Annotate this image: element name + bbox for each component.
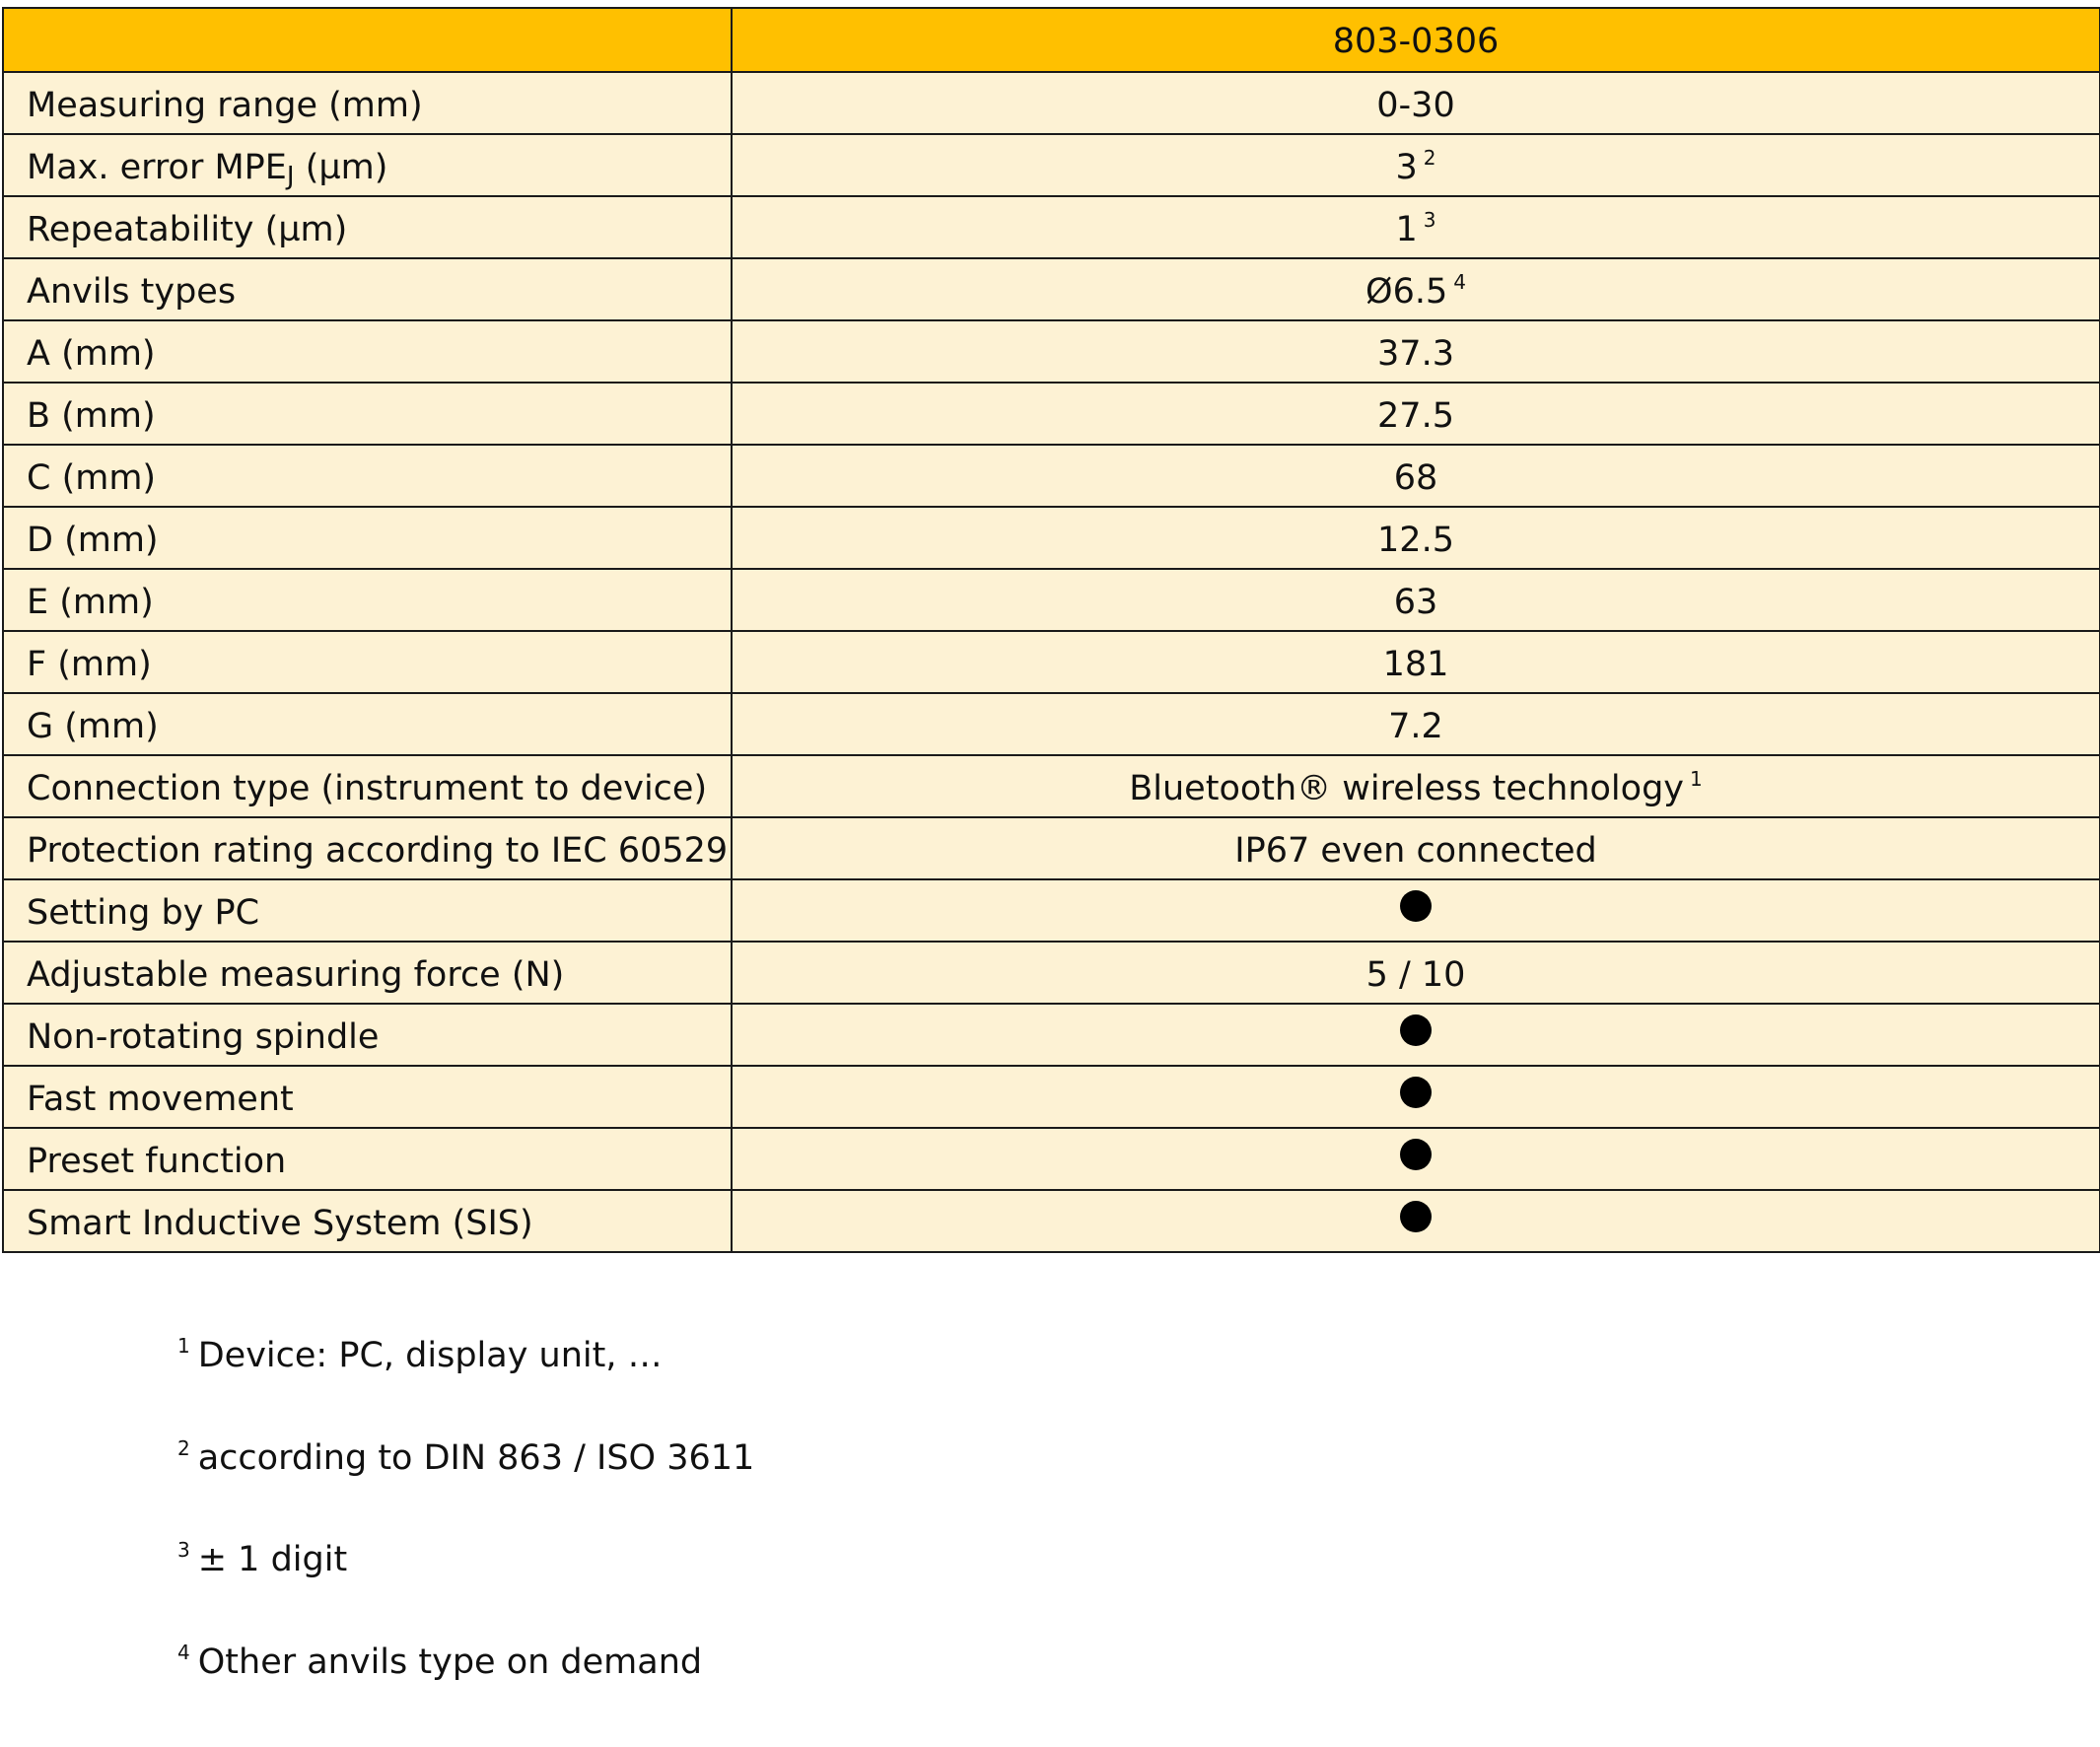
row-value: 181 bbox=[732, 631, 2100, 693]
table-row bbox=[3, 1128, 2100, 1190]
footnote-number: 1 bbox=[177, 1334, 190, 1358]
row-value bbox=[732, 879, 2100, 942]
table-row bbox=[3, 693, 2100, 755]
filled-circle-icon bbox=[1400, 1014, 1432, 1046]
spec-table bbox=[2, 7, 2100, 1253]
table-row bbox=[3, 507, 2100, 569]
footnote bbox=[177, 1543, 754, 1645]
row-value: 5 / 10 bbox=[732, 942, 2100, 1004]
row-label bbox=[3, 134, 732, 196]
table-row bbox=[3, 320, 2100, 383]
footnote bbox=[177, 1339, 754, 1441]
footnote-ref: 4 bbox=[1453, 270, 1466, 294]
row-label: Setting by PC bbox=[3, 879, 732, 942]
value-text: 1 bbox=[1395, 210, 1417, 249]
table-row bbox=[3, 383, 2100, 445]
table-row bbox=[3, 196, 2100, 258]
filled-circle-icon bbox=[1400, 1077, 1432, 1108]
table-row bbox=[3, 942, 2100, 1004]
row-value: IP67 even connected bbox=[732, 817, 2100, 879]
footnote-ref: 3 bbox=[1424, 208, 1436, 232]
row-value bbox=[732, 1128, 2100, 1190]
footnote-ref: 1 bbox=[1690, 767, 1703, 791]
row-value: 37.3 bbox=[732, 320, 2100, 383]
row-value: 0-30 bbox=[732, 72, 2100, 134]
table-row bbox=[3, 755, 2100, 817]
row-label: Measuring range (mm) bbox=[3, 72, 732, 134]
row-label: Adjustable measuring force (N) bbox=[3, 942, 732, 1004]
row-label: C (mm) bbox=[3, 445, 732, 507]
footnote-text: ± 1 digit bbox=[198, 1540, 347, 1579]
row-label: F (mm) bbox=[3, 631, 732, 693]
table-row bbox=[3, 134, 2100, 196]
row-value: 27.5 bbox=[732, 383, 2100, 445]
row-label: Anvils types bbox=[3, 258, 732, 320]
row-label: A (mm) bbox=[3, 320, 732, 383]
row-label: E (mm) bbox=[3, 569, 732, 631]
row-value: 63 bbox=[732, 569, 2100, 631]
footnote bbox=[177, 1441, 754, 1544]
footnote-ref: 2 bbox=[1424, 146, 1436, 170]
row-label: Fast movement bbox=[3, 1066, 732, 1128]
filled-circle-icon bbox=[1400, 890, 1432, 922]
row-label: Repeatability (µm) bbox=[3, 196, 732, 258]
header-label-cell bbox=[3, 8, 732, 72]
table-row bbox=[3, 72, 2100, 134]
footnote-text: Device: PC, display unit, … bbox=[198, 1336, 663, 1375]
row-label: Connection type (instrument to device) bbox=[3, 755, 732, 817]
footnote-text: according to DIN 863 / ISO 3611 bbox=[198, 1438, 755, 1478]
label-subscript: J bbox=[287, 162, 295, 191]
footnote-number: 4 bbox=[177, 1641, 190, 1664]
row-label: B (mm) bbox=[3, 383, 732, 445]
value-text: 3 bbox=[1395, 148, 1417, 187]
row-value bbox=[732, 1004, 2100, 1066]
row-label: Non-rotating spindle bbox=[3, 1004, 732, 1066]
table-header-row bbox=[3, 8, 2100, 72]
row-label: Preset function bbox=[3, 1128, 732, 1190]
filled-circle-icon bbox=[1400, 1139, 1432, 1170]
filled-circle-icon bbox=[1400, 1201, 1432, 1232]
row-label: D (mm) bbox=[3, 507, 732, 569]
table-row bbox=[3, 569, 2100, 631]
footnote-number: 2 bbox=[177, 1436, 190, 1460]
row-label: Protection rating according to IEC 60529 bbox=[3, 817, 732, 879]
table-row bbox=[3, 1066, 2100, 1128]
row-value bbox=[732, 755, 2100, 817]
row-value: 12.5 bbox=[732, 507, 2100, 569]
footnotes bbox=[177, 1339, 754, 1747]
label-text: Max. error MPE bbox=[27, 148, 287, 187]
footnote-number: 3 bbox=[177, 1538, 190, 1562]
footnote bbox=[177, 1645, 754, 1747]
row-value bbox=[732, 196, 2100, 258]
label-unit: (µm) bbox=[295, 148, 388, 187]
row-value bbox=[732, 1066, 2100, 1128]
row-value bbox=[732, 134, 2100, 196]
table-row bbox=[3, 879, 2100, 942]
value-text: Ø6.5 bbox=[1365, 272, 1447, 312]
row-value: 7.2 bbox=[732, 693, 2100, 755]
row-label: Smart Inductive System (SIS) bbox=[3, 1190, 732, 1252]
row-label: G (mm) bbox=[3, 693, 732, 755]
row-value bbox=[732, 258, 2100, 320]
model-number: 803-0306 bbox=[732, 8, 2100, 72]
table-row bbox=[3, 258, 2100, 320]
table-row bbox=[3, 445, 2100, 507]
footnote-text: Other anvils type on demand bbox=[198, 1642, 702, 1682]
value-text: Bluetooth® wireless technology bbox=[1129, 769, 1684, 808]
table-row bbox=[3, 1004, 2100, 1066]
row-value bbox=[732, 1190, 2100, 1252]
row-value: 68 bbox=[732, 445, 2100, 507]
table-row bbox=[3, 631, 2100, 693]
table-row bbox=[3, 1190, 2100, 1252]
table-row bbox=[3, 817, 2100, 879]
